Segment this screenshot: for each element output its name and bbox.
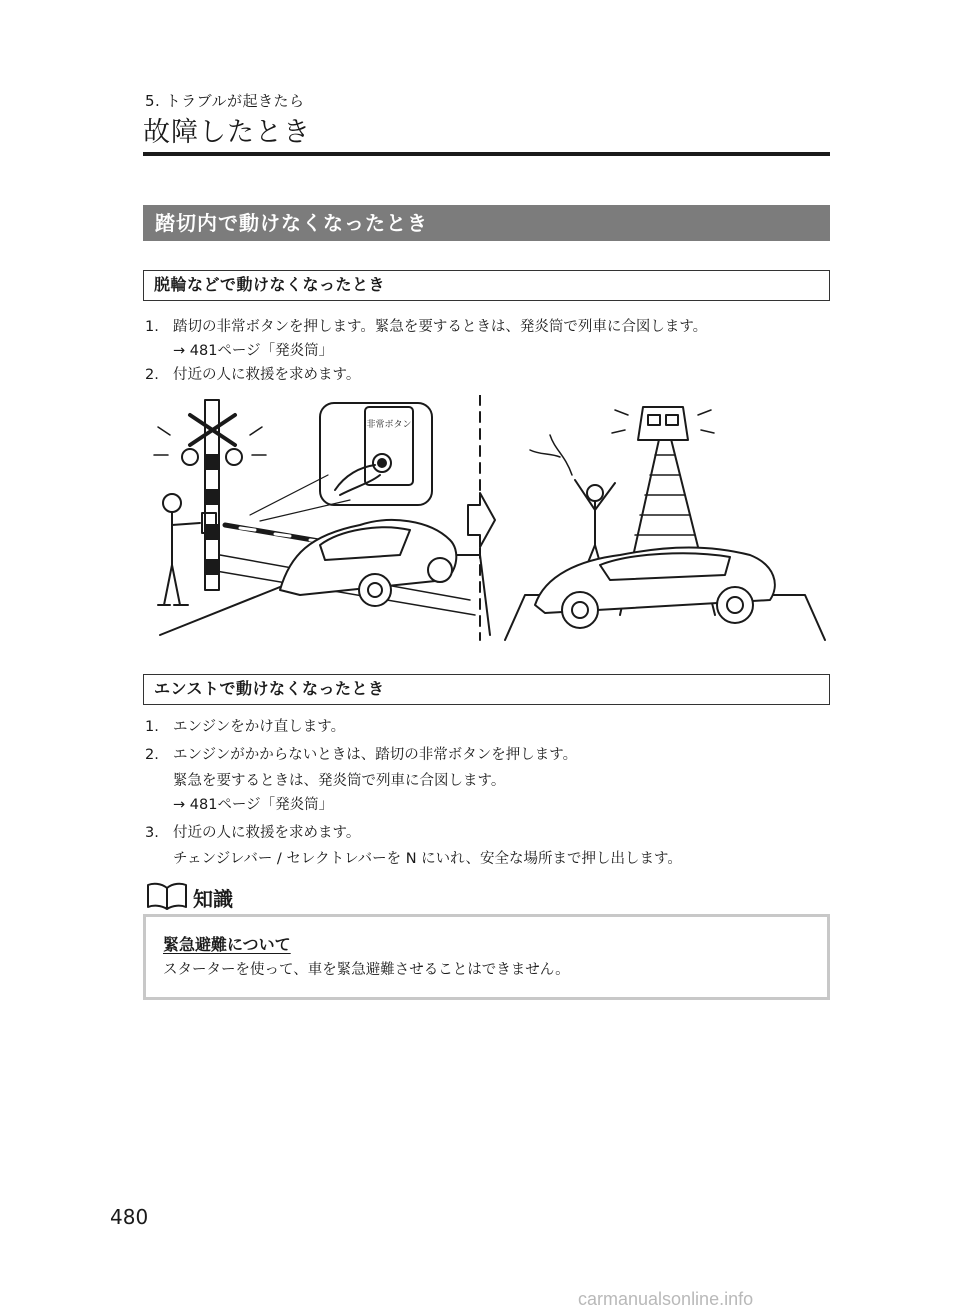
page-title: 故障したとき	[143, 117, 311, 148]
step-number: 2.	[145, 747, 159, 763]
step-item	[145, 364, 360, 386]
step-text: 付近の人に救援を求めます。	[173, 367, 361, 383]
step-number: 2.	[145, 367, 159, 383]
step-text: 踏切の非常ボタンを押します。緊急を要するときは、発炎筒で列車に合図します。	[173, 319, 708, 335]
page-reference: → 481ページ「発炎筒」	[173, 797, 334, 813]
step-item	[145, 822, 360, 844]
knowledge-label: 知識	[193, 887, 233, 911]
title-rule	[143, 152, 830, 156]
step-extra-text: 緊急を要するときは、発炎筒で列車に合図します。	[173, 773, 506, 789]
step-item	[145, 716, 345, 738]
step-item	[145, 316, 707, 338]
emergency-button-label: 非常ボタン	[366, 420, 412, 430]
step-number: 3.	[145, 825, 159, 841]
step-number: 1.	[145, 719, 159, 735]
watermark: carmanualsonline.info	[578, 1289, 754, 1309]
note-title: 緊急避難について	[163, 935, 291, 954]
step-text: エンジンをかけ直します。	[173, 719, 346, 735]
step-item	[145, 744, 577, 766]
note-text: スターターを使って、車を緊急避難させることはできません。	[163, 962, 570, 978]
chapter-heading: 5. トラブルが起きたら	[145, 92, 305, 110]
railroad-crossing-illustration	[150, 395, 830, 645]
subsection-heading-stall: エンストで動けなくなったとき	[143, 674, 830, 705]
page-number: 480	[110, 1205, 149, 1229]
section-heading: 踏切内で動けなくなったとき	[143, 205, 830, 241]
step-number: 1.	[145, 319, 159, 335]
book-icon	[145, 880, 189, 912]
step-text: エンジンがかからないときは、踏切の非常ボタンを押します。	[173, 747, 578, 763]
subsection-heading-derail: 脱輪などで動けなくなったとき	[143, 270, 830, 301]
knowledge-note-box	[143, 914, 830, 1000]
step-text: 付近の人に救援を求めます。	[173, 825, 361, 841]
page-reference: → 481ページ「発炎筒」	[173, 343, 334, 359]
step-extra-text: チェンジレバー / セレクトレバーを N にいれ、安全な場所まで押し出します。	[173, 851, 682, 867]
